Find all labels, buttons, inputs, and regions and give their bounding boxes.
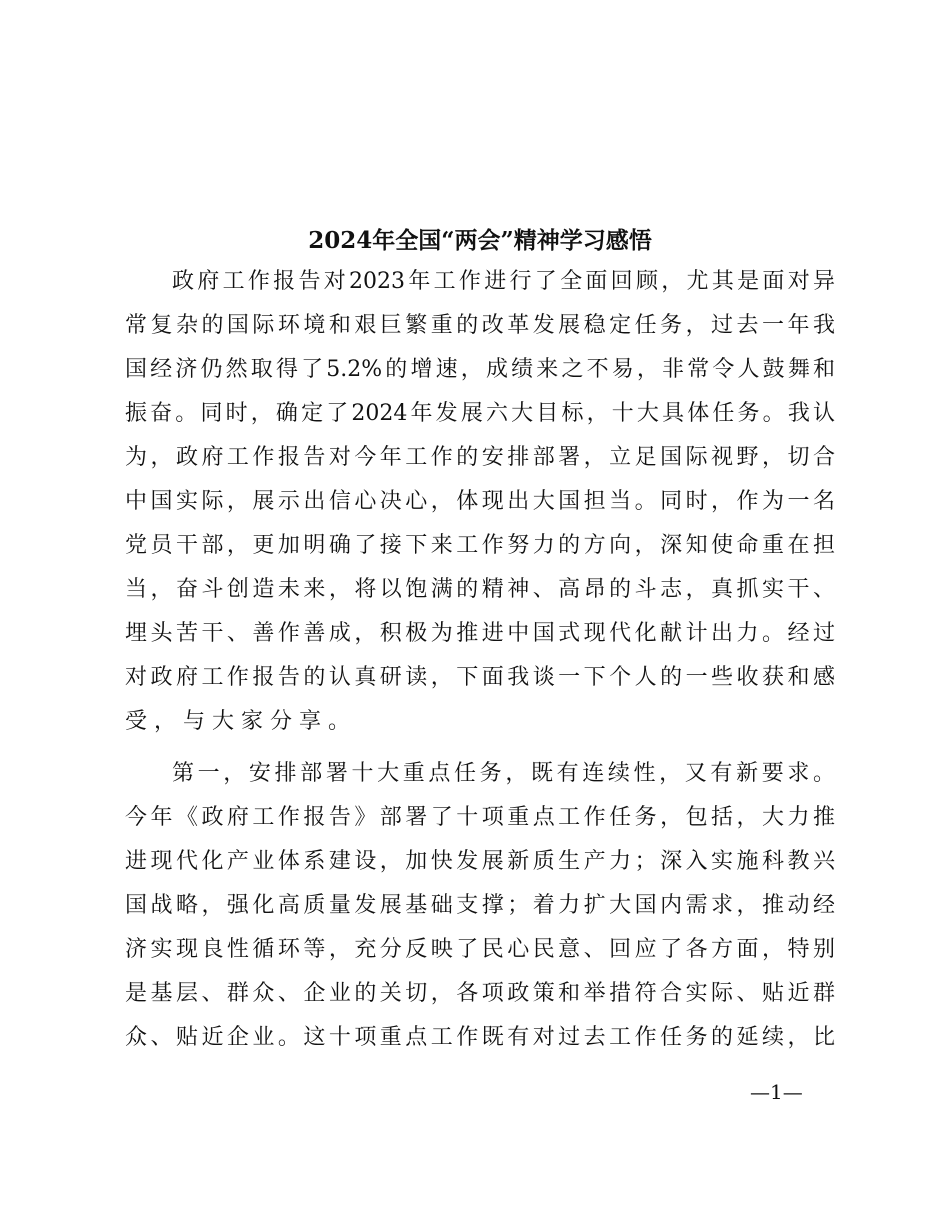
text-line: 济实现良性循环等，充分反映了民心民意、回应了各方面，特别 [125,937,835,962]
text-line: 党员干部，更加明确了接下来工作努力的方向，深知使命重在担 [125,533,835,558]
paragraph-2 [125,752,835,1060]
text-line: 国战略，强化高质量发展基础支撑；着力扩大国内需求，推动经 [125,893,835,918]
text-line: 中国实际，展示出信心决心，体现出大国担当。同时，作为一名 [125,489,835,514]
document-title: 2024年全国“两会”精神学习感悟 [308,227,652,254]
text-line: 是基层、群众、企业的关切，各项政策和举措符合实际、贴近群 [125,981,835,1006]
text-line: 政府工作报告对2023年工作进行了全面回顾，尤其是面对异 [172,269,835,294]
text-line: 国经济仍然取得了5.2%的增速，成绩来之不易，非常令人鼓舞和 [125,357,835,382]
text-line: 常复杂的国际环境和艰巨繁重的改革发展稳定任务，过去一年我 [125,313,835,338]
page-number: —1— [750,1080,803,1104]
text-line: 进现代化产业体系建设，加快发展新质生产力；深入实施科教兴 [125,849,835,874]
text-line: 当，奋斗创造未来，将以饱满的精神、高昂的斗志，真抓实干、 [125,577,835,602]
text-line: 受，与大家分享。 [125,709,358,734]
text-line: 埋头苦干、善作善成，积极为推进中国式现代化献计出力。经过 [125,621,835,646]
text-line: 对政府工作报告的认真研读，下面我谈一下个人的一些收获和感 [125,665,835,690]
text-line: 为，政府工作报告对今年工作的安排部署，立足国际视野，切合 [125,445,835,470]
text-line: 众、贴近企业。这十项重点工作既有对过去工作任务的延续，比 [125,1025,835,1050]
text-line: 振奋。同时，确定了2024年发展六大目标，十大具体任务。我认 [125,401,835,426]
text-line: 第一，安排部署十大重点任务，既有连续性，又有新要求。 [172,761,835,786]
text-line: 今年《政府工作报告》部署了十项重点工作任务，包括，大力推 [125,805,835,830]
paragraph-1 [125,260,835,744]
